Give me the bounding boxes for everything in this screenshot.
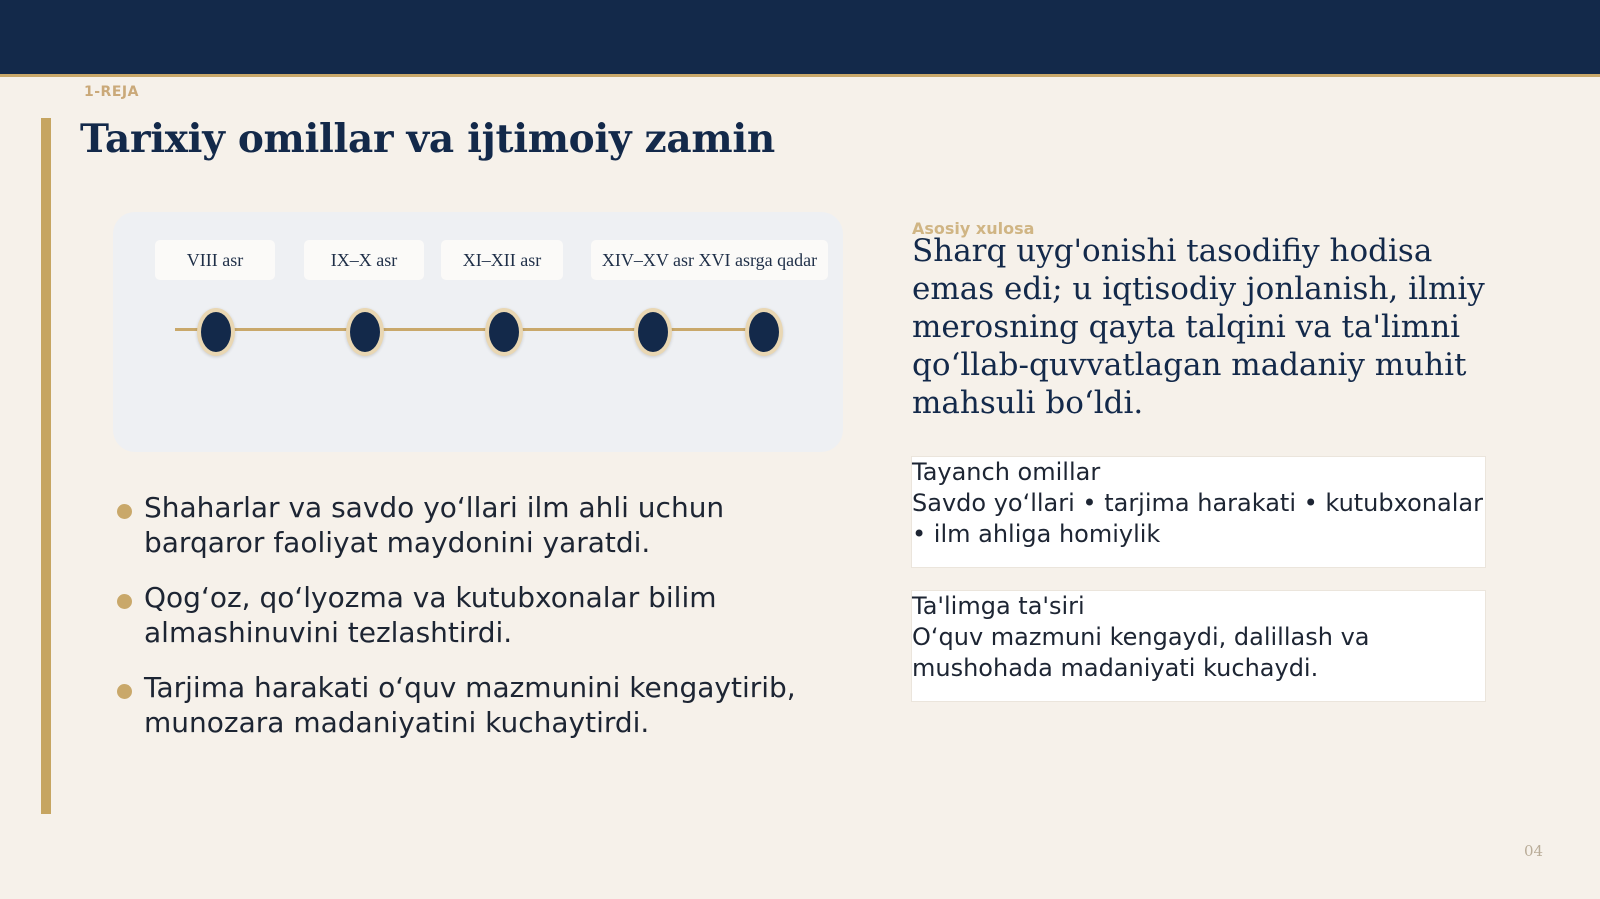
section-kicker: 1-REJA (84, 84, 139, 100)
era-label-ix-x: IX–X asr (304, 240, 424, 280)
slide-title: Tarixiy omillar va ijtimoiy zamin (80, 116, 775, 162)
era-label-xi-xii: XI–XII asr (441, 240, 563, 280)
info-card-education-impact (911, 590, 1486, 702)
card-title: Tayanch omillar (912, 458, 1101, 486)
timeline-node (197, 308, 235, 356)
bullet-dot-icon (117, 594, 132, 609)
info-card-factors (911, 456, 1486, 568)
bullet-list (115, 490, 845, 760)
bullet-text: Shaharlar va savdo yo‘llari ilm ahli uchun barqaror faoliyat maydonini yaratdi. (144, 491, 725, 559)
side-accent-rule (41, 118, 51, 814)
bullet-text: Qog‘oz, qo‘lyozma va kutubxonalar bilim almashinuvini tezlashtirdi. (144, 581, 717, 649)
timeline-node (634, 308, 672, 356)
key-takeaway-kicker: Asosiy xulosa (912, 219, 1035, 238)
page-number: 04 (1524, 842, 1544, 860)
timeline-node (485, 308, 523, 356)
top-header-bar (0, 0, 1600, 77)
list-item (115, 670, 845, 740)
era-label-viii: VIII asr (155, 240, 275, 280)
list-item (115, 580, 845, 650)
card-title: Ta'limga ta'siri (912, 592, 1085, 620)
era-label-xiv-xvi: XIV–XV asr XVI asrga qadar (591, 240, 828, 280)
card-body: Savdo yo‘llari • tarjima harakati • kutubxonalar • ilm ahliga homiylik (912, 489, 1483, 548)
key-takeaway-text: Sharq uyg'onishi tasodifiy hodisa emas edi; u iqtisodiy jonlanish, ilmiy merosning qayta talqini va ta'limni qo‘llab-quvvatlagan madaniy muhit mahsuli bo‘ldi. (912, 233, 1485, 421)
timeline-line (175, 328, 775, 331)
card-body: O‘quv mazmuni kengaydi, dalillash va mushohada madaniyati kuchaydi. (912, 623, 1370, 682)
timeline-node (346, 308, 384, 356)
bullet-text: Tarjima harakati o‘quv mazmunini kengaytirib, munozara madaniyatini kuchaytirdi. (144, 671, 796, 739)
bullet-dot-icon (117, 504, 132, 519)
timeline-node (745, 308, 783, 356)
list-item (115, 490, 845, 560)
bullet-dot-icon (117, 684, 132, 699)
